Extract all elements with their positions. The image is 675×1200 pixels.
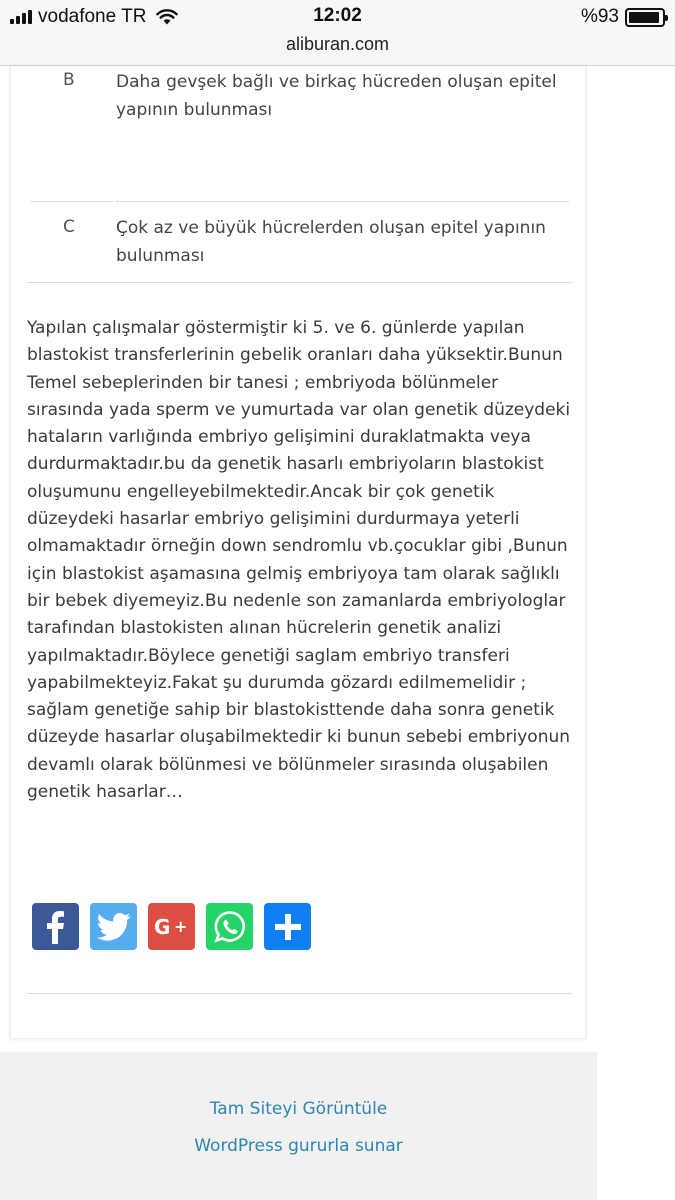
whatsapp-icon	[213, 910, 247, 944]
google-plus-share-button[interactable]	[148, 903, 195, 950]
share-divider	[27, 993, 572, 994]
table-bottom-divider	[27, 282, 572, 283]
battery-level-fill	[629, 12, 659, 23]
table-divider	[116, 201, 569, 202]
powered-by-link[interactable]: WordPress gururla sunar	[194, 1136, 403, 1156]
svg-text:G: G	[153, 914, 170, 939]
share-more-button[interactable]	[264, 903, 311, 950]
clock: 12:02	[313, 5, 362, 26]
status-right	[581, 6, 665, 28]
table-divider	[30, 201, 113, 202]
battery-tip	[665, 15, 668, 21]
row-text-b: Daha gevşek bağlı ve birkaç hücreden oluşan epitel yapının bulunması	[116, 72, 557, 120]
full-site-link[interactable]: Tam Siteyi Görüntüle	[209, 1099, 388, 1119]
facebook-share-button[interactable]	[32, 903, 79, 950]
carrier-name: vodafone TR	[38, 6, 147, 27]
battery-percent: %93	[580, 6, 619, 27]
plus-icon	[273, 912, 303, 942]
svg-text:+: +	[173, 916, 187, 936]
share-buttons	[32, 903, 311, 950]
status-bar	[0, 0, 675, 66]
row-label-c: C	[63, 217, 75, 237]
row-text-c: Çok az ve büyük hücrelerden oluşan epitel yapının bulunması	[116, 218, 546, 266]
row-label-b: B	[63, 70, 75, 90]
battery-icon	[625, 8, 665, 27]
footer	[0, 1052, 597, 1200]
google-plus-icon	[153, 915, 191, 939]
address-bar-url[interactable]: aliburan.com	[285, 34, 390, 54]
facebook-icon	[41, 910, 71, 944]
whatsapp-share-button[interactable]	[206, 903, 253, 950]
twitter-share-button[interactable]	[90, 903, 137, 950]
twitter-icon	[97, 912, 131, 942]
content-card	[10, 66, 586, 1039]
article-paragraph: Yapılan çalışmalar göstermiştir ki 5. ve 6. günlerde yapılan blastokist transferlerinin gebelik oranları daha yüksektir.Bunun Temel sebeplerinden bir tanesi ; embriyoda bölünmeler sırasında yada sperm ve yumurtada var olan genetik düzeydeki hataların varlığında embriyo gelişimini duraklatmakta veya durdurmaktadır.bu da genetik hasarlı embriyoların blastokist oluşumunu engelleyebilmektedir.Ancak bir çok genetik düzeydeki hasarlar embriyo gelişimini durdurmaya yeterli olmamaktadır örneğin down sendromlu vb.çocuklar gibi ,Bunun için blastokist aşamasına gelmiş embriyoya tam olarak sağlıklı bir bebek diyemeyiz.Bu nedenle son zamanlarda embriyologlar tarafından blastokisten alınan hücrelerin genetik analizi yapılmaktadır.Böylece genetiği saglam embriyo transferi yapabilmekteyiz.Fakat şu durumda gözardı edilmemelidir ; sağlam genetiğe sahip bir blastokisttende daha sonra genetik düzeyde hasarlar oluşabilmektedir ki bunun sebebi embriyonun devamlı olarak bölünmesi ve bölünmeler sırasında oluşabilen genetik hasarlar…	[27, 318, 571, 803]
